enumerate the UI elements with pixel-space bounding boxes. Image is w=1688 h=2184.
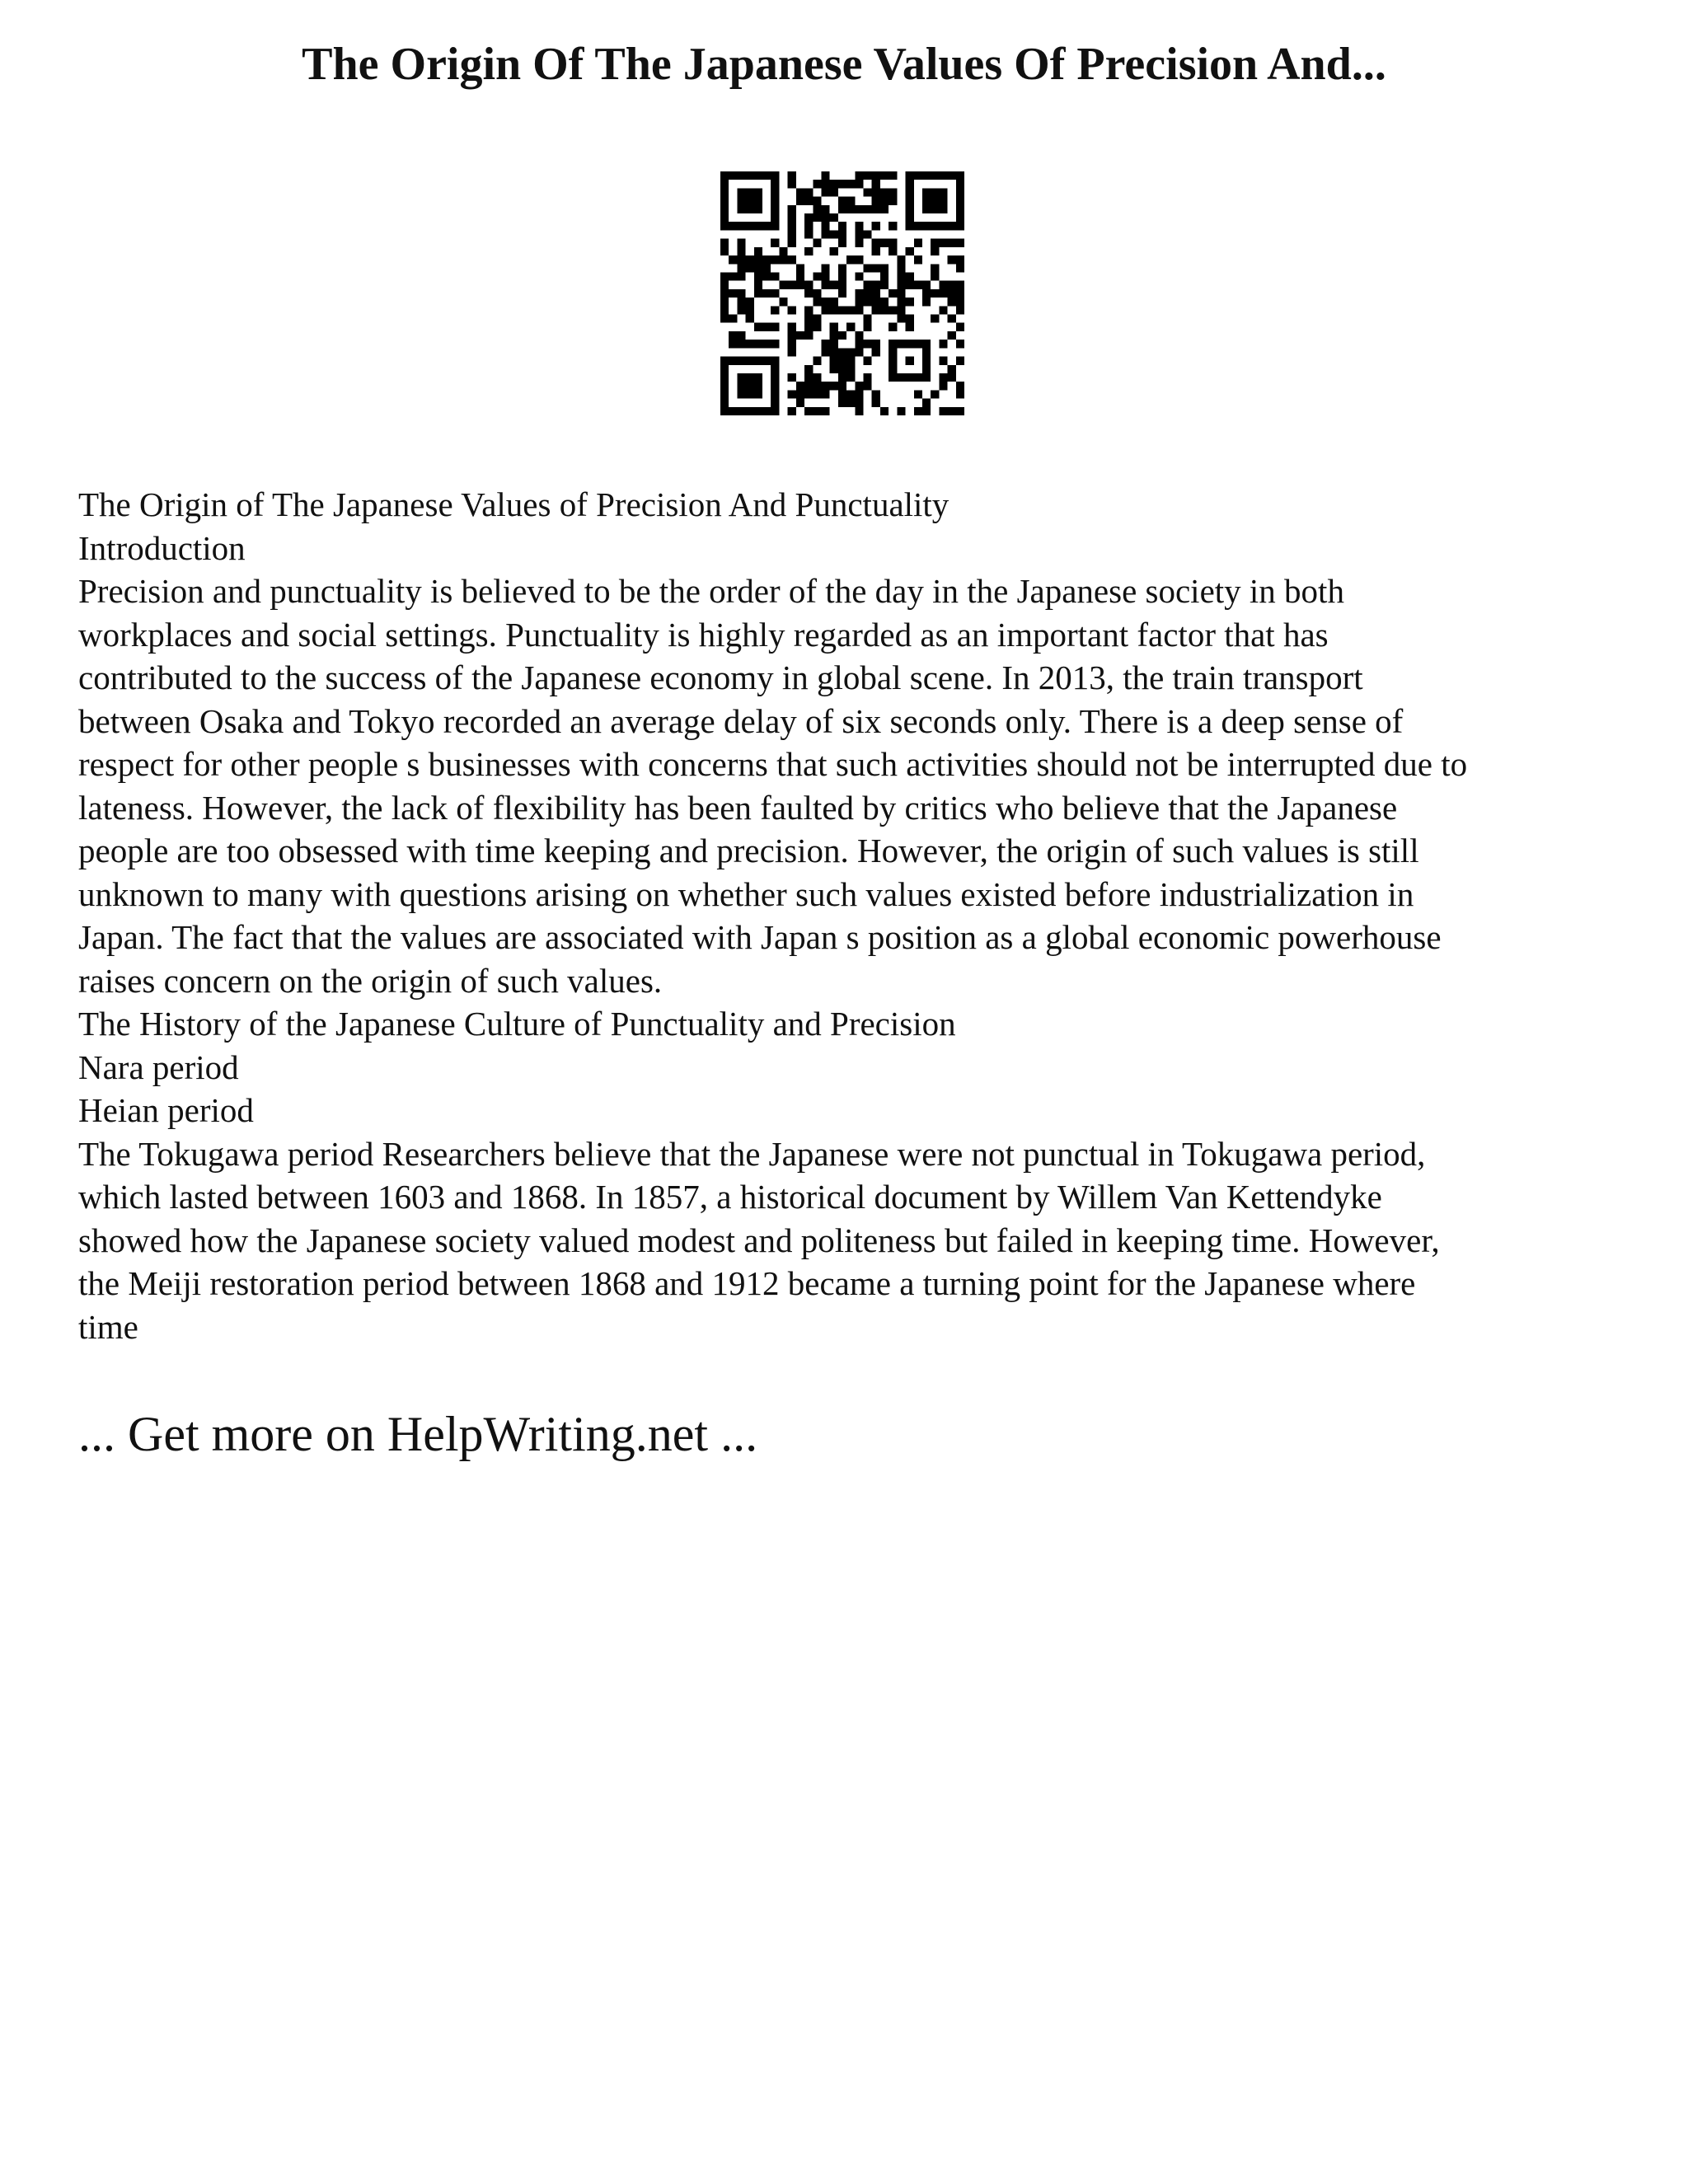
body-line: Japan. The fact that the values are associated with Japan s position as a global economic powerhouse [78,918,1442,956]
qr-code-icon [720,171,964,415]
body-line: between Osaka and Tokyo recorded an average delay of six seconds only. There is a deep sense of [78,701,1404,740]
body-line: The Tokugawa period Researchers believe that the Japanese were not punctual in Tokugawa period, [78,1134,1426,1173]
body-line: time [78,1307,138,1346]
body-line: Heian period [78,1091,254,1129]
body-line: which lasted between 1603 and 1868. In 1857, a historical document by Willem Van Kettendyke [78,1178,1382,1216]
document-title: The Origin Of The Japanese Values Of Precision And... [302,39,1386,90]
body-line: The History of the Japanese Culture of Punctuality and Precision [78,1005,956,1043]
body-line: lateness. However, the lack of flexibility has been faulted by critics who believe that the Japanese [78,788,1398,827]
body-line: raises concern on the origin of such values. [78,961,663,1000]
body-line: Introduction [78,528,246,567]
body-line: the Meiji restoration period between 1868 and 1912 became a turning point for the Japanese where [78,1264,1416,1302]
body-line: showed how the Japanese society valued modest and politeness but failed in keeping time. However, [78,1221,1440,1259]
document-body [78,483,1628,1348]
body-line: workplaces and social settings. Punctuality is highly regarded as an important factor that has [78,615,1329,654]
get-more-link[interactable]: ... Get more on HelpWriting.net ... [78,1407,758,1461]
body-line: unknown to many with questions arising on whether such values existed before industrialization in [78,874,1414,913]
body-line: Precision and punctuality is believed to be the order of the day in the Japanese society in both [78,572,1344,610]
body-line: people are too obsessed with time keeping and precision. However, the origin of such values is still [78,832,1419,869]
body-line: Nara period [78,1047,239,1086]
body-line: contributed to the success of the Japanese economy in global scene. In 2013, the train transport [78,658,1363,696]
body-line: The Origin of The Japanese Values of Precision And Punctuality [78,485,950,523]
body-line: respect for other people s businesses with concerns that such activities should not be interrupted due to [78,745,1468,783]
